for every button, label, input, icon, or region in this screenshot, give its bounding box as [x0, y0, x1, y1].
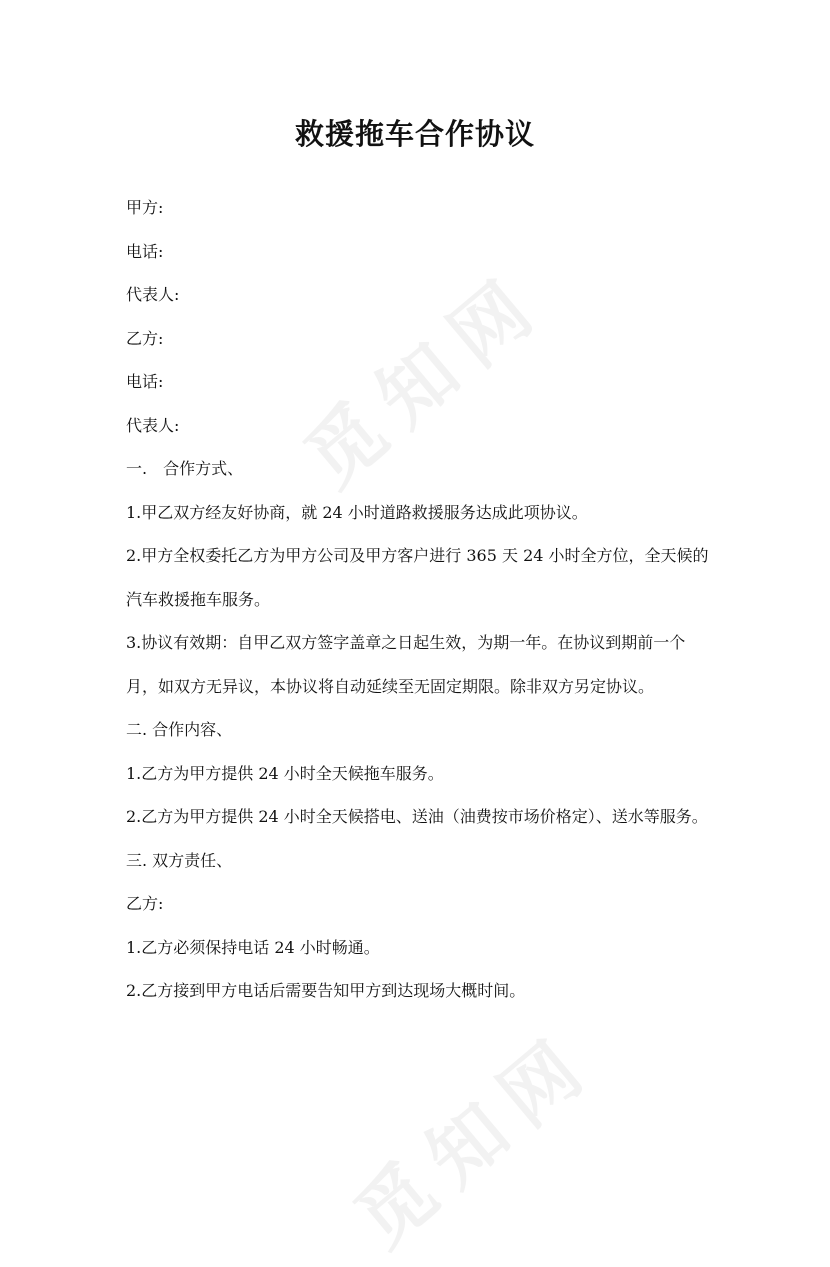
section-heading-cooperation-content: 二. 合作内容、 — [126, 720, 233, 739]
section-heading-responsibilities: 三. 双方责任、 — [126, 850, 233, 870]
party-a-representative-label: 代表人: — [126, 285, 180, 304]
document-body — [126, 186, 716, 1013]
watermark: 觅知网 — [288, 254, 562, 504]
document-title: 救援拖车合作协议 — [294, 117, 535, 151]
party-a-label: 甲方: — [126, 198, 164, 217]
clause-2-2: 2.乙方为甲方提供 24 小时全天候搭电、送油（油费按市场价格定）、送水等服务。 — [126, 807, 708, 826]
party-b-label: 乙方: — [126, 328, 164, 348]
watermark: 觅知网 — [338, 1014, 612, 1264]
clause-3-1: 1.乙方必须保持电话 24 小时畅通。 — [126, 937, 380, 957]
clause-1-3: 3.协议有效期：自甲乙双方签字盖章之日起生效，为期一年。在协议到期前一个月，如双方无异议，本协议将自动延续至无固定期限。除非双方另定协议。 — [126, 633, 686, 696]
clause-3-2: 2.乙方接到甲方电话后需要告知甲方到达现场大概时间。 — [126, 981, 526, 1000]
clause-2-1: 1.乙方为甲方提供 24 小时全天候拖车服务。 — [126, 763, 444, 783]
clause-1-1: 1.甲乙双方经友好协商，就 24 小时道路救援服务达成此项协议。 — [126, 502, 588, 522]
clause-1-2: 2.甲方全权委托乙方为甲方公司及甲方客户进行 365 天 24 小时全方位，全天候的汽车救援拖车服务。 — [126, 546, 709, 609]
party-a-phone-label: 电话: — [126, 241, 164, 261]
party-b-representative-label: 代表人: — [126, 415, 180, 435]
section-heading-cooperation-method: 一. 合作方式、 — [126, 459, 244, 478]
party-b-phone-label: 电话: — [126, 372, 164, 391]
party-b-subheading: 乙方: — [126, 894, 164, 913]
